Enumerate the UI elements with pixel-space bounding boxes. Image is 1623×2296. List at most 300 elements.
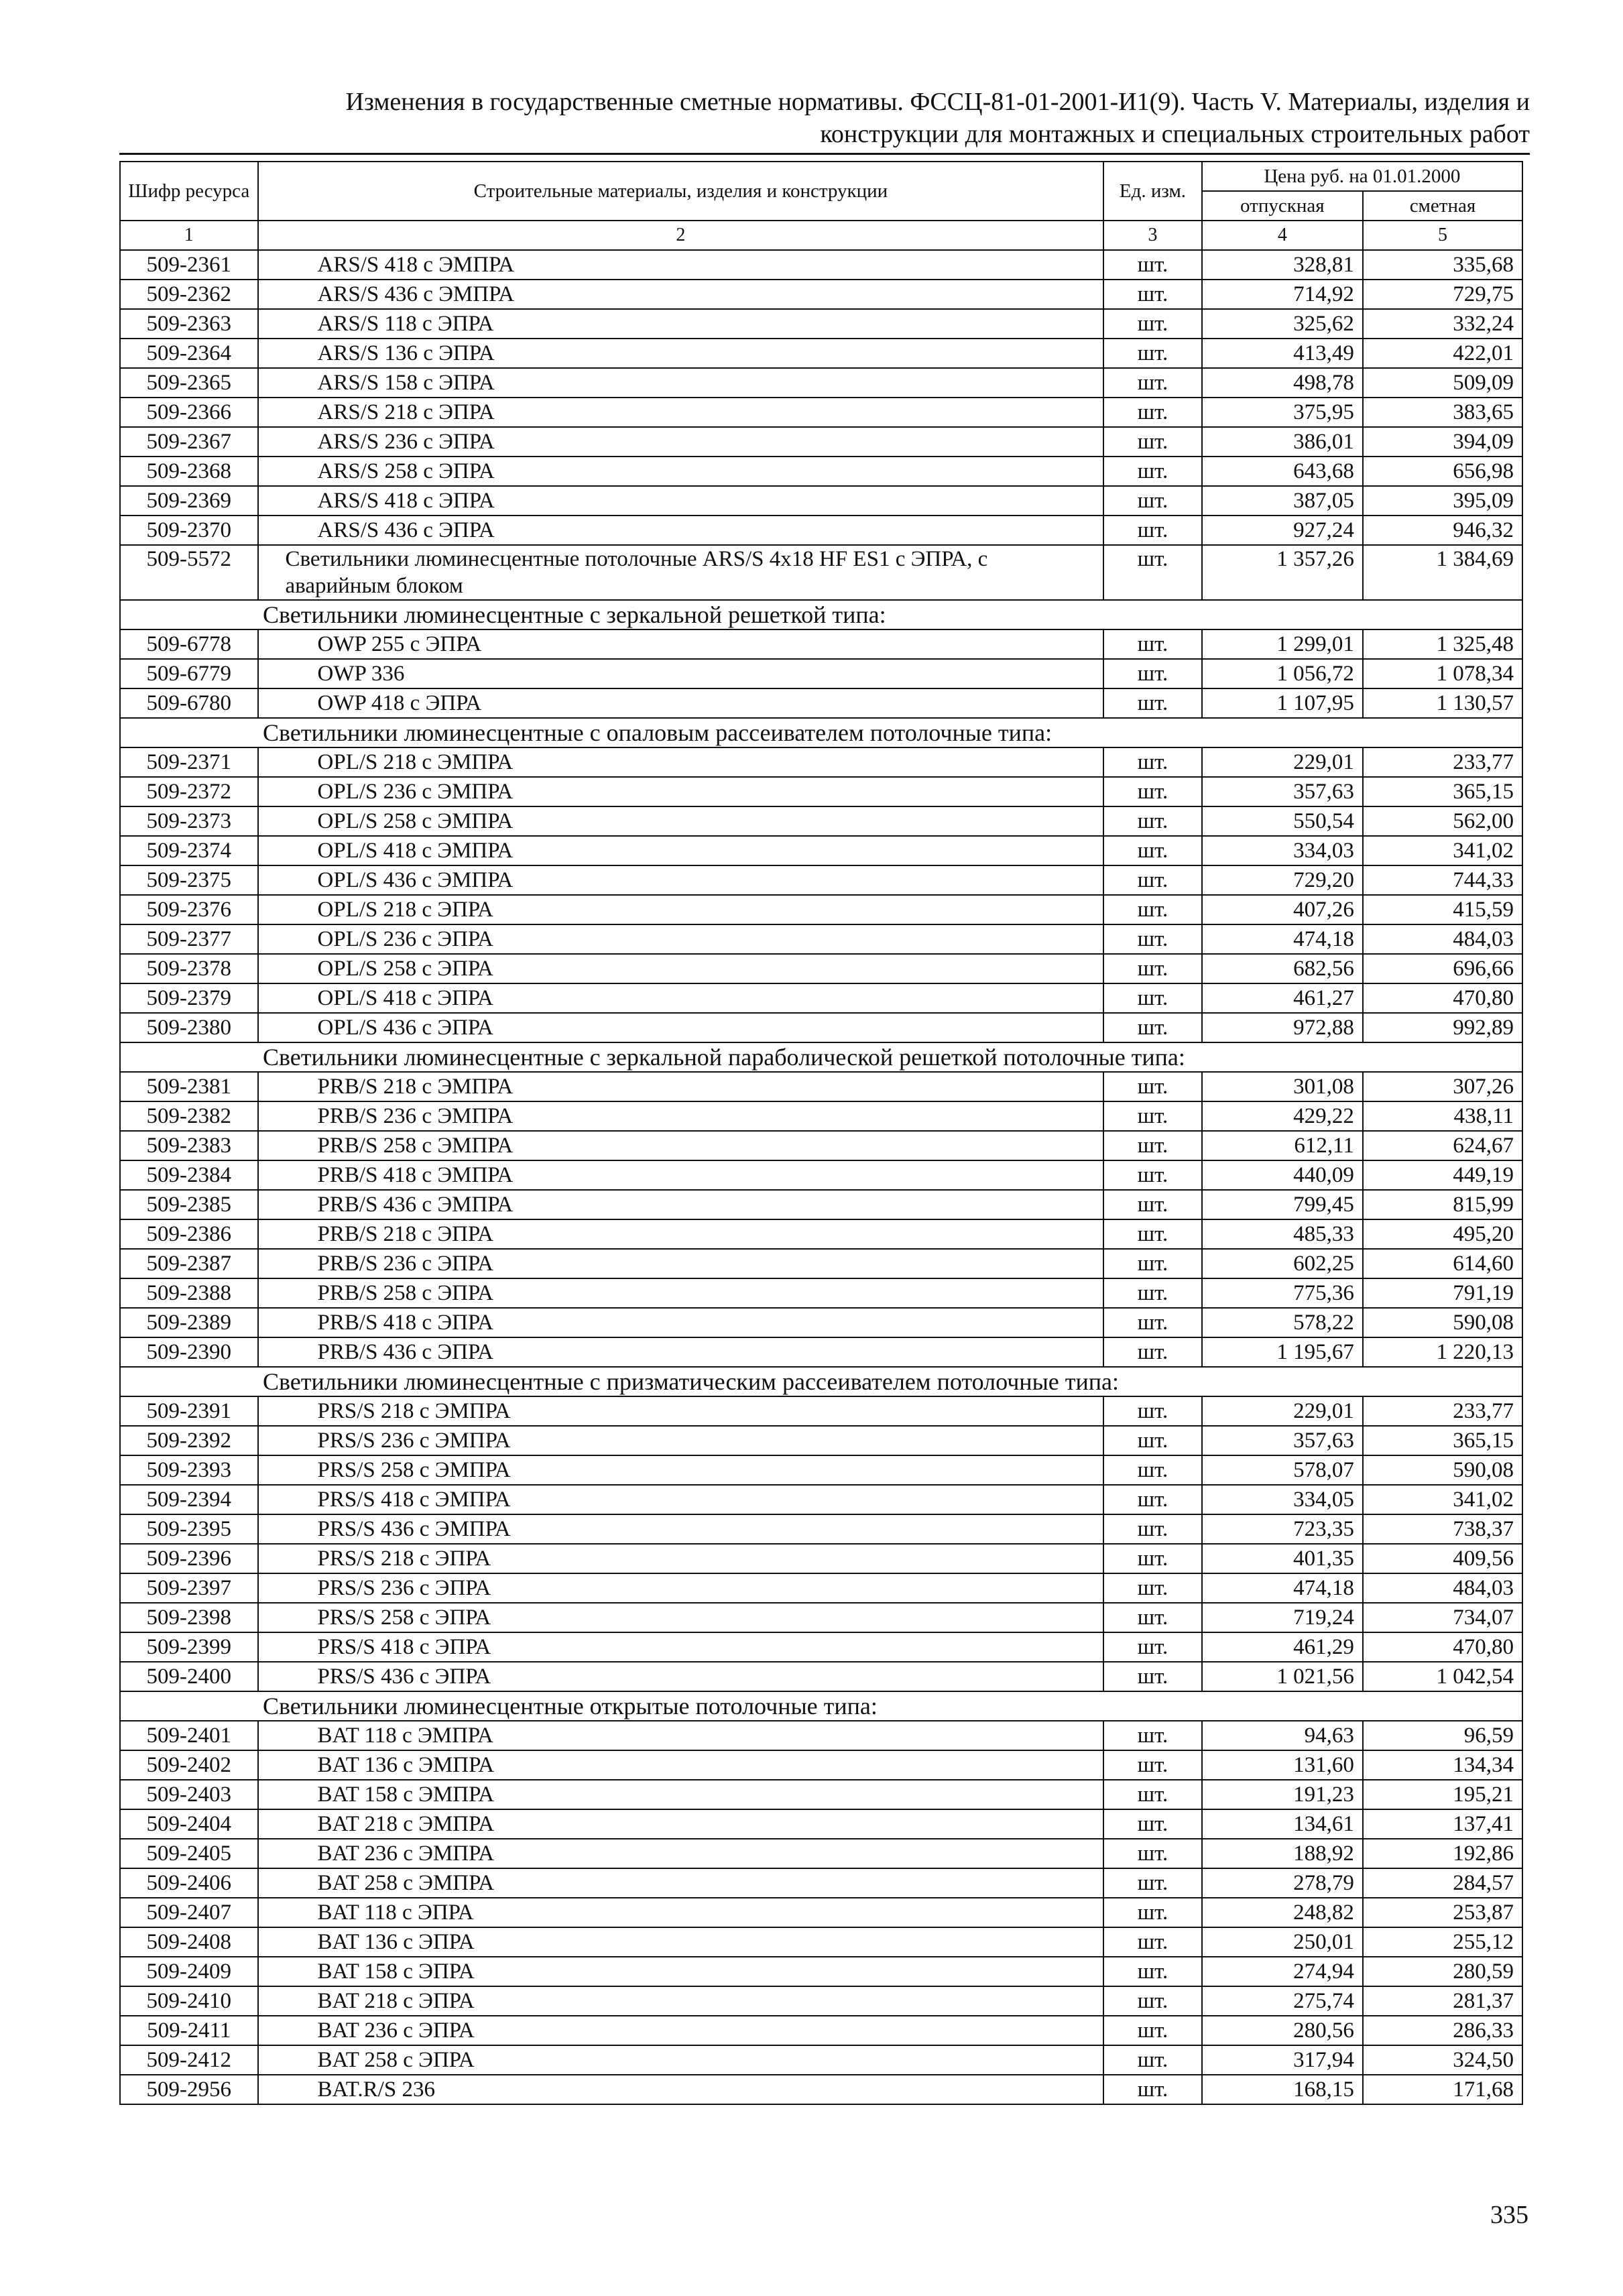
unit-of-measure: шт. — [1103, 1986, 1202, 2016]
estimate-price: 562,00 — [1363, 806, 1522, 836]
release-price: 714,92 — [1202, 280, 1363, 309]
release-price: 325,62 — [1202, 309, 1363, 339]
resource-code: 509-2362 — [120, 280, 258, 309]
release-price: 461,29 — [1202, 1632, 1363, 1662]
header-release-price: отпускная — [1202, 191, 1363, 221]
release-price: 485,33 — [1202, 1219, 1363, 1249]
material-name: PRS/S 436 с ЭПРА — [258, 1662, 1104, 1691]
material-name: PRB/S 436 с ЭМПРА — [258, 1190, 1104, 1219]
resource-code: 509-2409 — [120, 1957, 258, 1986]
table-row — [120, 1986, 1522, 2016]
material-name: BAT 158 с ЭПРА — [258, 1957, 1104, 1986]
material-name: OPL/S 436 с ЭМПРА — [258, 865, 1104, 895]
release-price: 775,36 — [1202, 1278, 1363, 1308]
table-row — [120, 2045, 1522, 2075]
resource-code: 509-2372 — [120, 777, 258, 806]
release-price: 94,63 — [1202, 1721, 1363, 1750]
estimate-price: 134,34 — [1363, 1750, 1522, 1780]
table-row — [120, 1927, 1522, 1957]
unit-of-measure: шт. — [1103, 398, 1202, 427]
section-heading: Светильники люминесцентные открытые потолочные типа: — [120, 1691, 1522, 1721]
resource-code: 509-2380 — [120, 1013, 258, 1042]
estimate-price: 195,21 — [1363, 1780, 1522, 1809]
material-name: PRB/S 258 с ЭМПРА — [258, 1131, 1104, 1160]
release-price: 682,56 — [1202, 954, 1363, 983]
material-name: OPL/S 418 с ЭПРА — [258, 983, 1104, 1013]
section-heading: Светильники люминесцентные с зеркальной параболической решеткой потолочные типа: — [120, 1042, 1522, 1072]
material-name: PRB/S 218 с ЭПРА — [258, 1219, 1104, 1249]
release-price: 1 021,56 — [1202, 1662, 1363, 1691]
material-name: PRB/S 218 с ЭМПРА — [258, 1072, 1104, 1101]
release-price: 643,68 — [1202, 457, 1363, 486]
table-row — [120, 516, 1522, 545]
estimate-price: 815,99 — [1363, 1190, 1522, 1219]
table-row — [120, 688, 1522, 718]
unit-of-measure: шт. — [1103, 486, 1202, 516]
material-name: BAT 236 с ЭПРА — [258, 2016, 1104, 2045]
material-name: OWP 336 — [258, 659, 1104, 688]
table-row — [120, 457, 1522, 486]
estimate-price: 335,68 — [1363, 250, 1522, 280]
unit-of-measure: шт. — [1103, 309, 1202, 339]
resource-code: 509-2390 — [120, 1337, 258, 1367]
table-row — [120, 1160, 1522, 1190]
material-name: BAT 118 с ЭМПРА — [258, 1721, 1104, 1750]
unit-of-measure: шт. — [1103, 1750, 1202, 1780]
resource-code: 509-2382 — [120, 1101, 258, 1131]
estimate-price: 484,03 — [1363, 1573, 1522, 1603]
unit-of-measure: шт. — [1103, 1396, 1202, 1426]
resource-code: 509-2406 — [120, 1868, 258, 1898]
unit-of-measure: шт. — [1103, 1603, 1202, 1632]
material-name: OPL/S 236 с ЭМПРА — [258, 777, 1104, 806]
release-price: 401,35 — [1202, 1544, 1363, 1573]
resource-code: 509-2369 — [120, 486, 258, 516]
resource-code: 509-2412 — [120, 2045, 258, 2075]
resource-code: 509-2397 — [120, 1573, 258, 1603]
unit-of-measure: шт. — [1103, 1249, 1202, 1278]
estimate-price: 96,59 — [1363, 1721, 1522, 1750]
resource-code: 509-2392 — [120, 1426, 258, 1455]
release-price: 250,01 — [1202, 1927, 1363, 1957]
table-row — [120, 1485, 1522, 1514]
estimate-price: 734,07 — [1363, 1603, 1522, 1632]
resource-code: 509-2387 — [120, 1249, 258, 1278]
estimate-price: 286,33 — [1363, 2016, 1522, 2045]
release-price: 386,01 — [1202, 427, 1363, 457]
material-name: PRS/S 418 с ЭПРА — [258, 1632, 1104, 1662]
resource-code: 509-2956 — [120, 2075, 258, 2104]
resource-code: 509-2365 — [120, 368, 258, 398]
release-price: 1 357,26 — [1202, 545, 1363, 600]
unit-of-measure: шт. — [1103, 516, 1202, 545]
material-name: OPL/S 218 с ЭМПРА — [258, 747, 1104, 777]
estimate-price: 484,03 — [1363, 924, 1522, 954]
table-row — [120, 1662, 1522, 1691]
estimate-price: 729,75 — [1363, 280, 1522, 309]
release-price: 357,63 — [1202, 777, 1363, 806]
unit-of-measure: шт. — [1103, 659, 1202, 688]
table-row — [120, 659, 1522, 688]
unit-of-measure: шт. — [1103, 1013, 1202, 1042]
material-name: BAT 136 с ЭМПРА — [258, 1750, 1104, 1780]
material-name: ARS/S 158 с ЭПРА — [258, 368, 1104, 398]
material-name: BAT 218 с ЭПРА — [258, 1986, 1104, 2016]
resource-code: 509-2379 — [120, 983, 258, 1013]
header-price: Цена руб. на 01.01.2000 — [1202, 162, 1522, 191]
material-name: PRS/S 418 с ЭМПРА — [258, 1485, 1104, 1514]
material-name: PRS/S 236 с ЭМПРА — [258, 1426, 1104, 1455]
table-body — [120, 250, 1522, 2104]
table-row — [120, 1514, 1522, 1544]
estimate-price: 1 078,34 — [1363, 659, 1522, 688]
release-price: 550,54 — [1202, 806, 1363, 836]
material-name: BAT 218 с ЭМПРА — [258, 1809, 1104, 1839]
material-name: Светильники люминесцентные потолочные ARS/S 4x18 HF ES1 с ЭПРА, с аварийным блоком — [258, 545, 1104, 600]
table-row — [120, 486, 1522, 516]
material-name: BAT 236 с ЭМПРА — [258, 1839, 1104, 1868]
release-price: 413,49 — [1202, 339, 1363, 368]
unit-of-measure: шт. — [1103, 1190, 1202, 1219]
resource-code: 509-2371 — [120, 747, 258, 777]
release-price: 612,11 — [1202, 1131, 1363, 1160]
estimate-price: 281,37 — [1363, 1986, 1522, 2016]
estimate-price: 1 325,48 — [1363, 629, 1522, 659]
release-price: 729,20 — [1202, 865, 1363, 895]
release-price: 229,01 — [1202, 1396, 1363, 1426]
section-heading-row — [120, 1367, 1522, 1396]
release-price: 474,18 — [1202, 924, 1363, 954]
material-name: BAT.R/S 236 — [258, 2075, 1104, 2104]
material-name: ARS/S 118 с ЭПРА — [258, 309, 1104, 339]
resource-code: 509-2385 — [120, 1190, 258, 1219]
material-name: PRB/S 236 с ЭМПРА — [258, 1101, 1104, 1131]
table-row — [120, 1839, 1522, 1868]
estimate-price: 791,19 — [1363, 1278, 1522, 1308]
unit-of-measure: шт. — [1103, 545, 1202, 600]
estimate-price: 590,08 — [1363, 1308, 1522, 1337]
estimate-price: 341,02 — [1363, 836, 1522, 865]
resource-code: 509-2399 — [120, 1632, 258, 1662]
estimate-price: 422,01 — [1363, 339, 1522, 368]
estimate-price: 341,02 — [1363, 1485, 1522, 1514]
release-price: 474,18 — [1202, 1573, 1363, 1603]
table-row — [120, 1957, 1522, 1986]
release-price: 248,82 — [1202, 1898, 1363, 1927]
resource-code: 509-2395 — [120, 1514, 258, 1544]
table-row — [120, 1072, 1522, 1101]
resource-code: 509-2389 — [120, 1308, 258, 1337]
resource-code: 509-2408 — [120, 1927, 258, 1957]
estimate-price: 1 130,57 — [1363, 688, 1522, 718]
estimate-price: 1 384,69 — [1363, 545, 1522, 600]
estimate-price: 324,50 — [1363, 2045, 1522, 2075]
table-row — [120, 398, 1522, 427]
resource-code: 509-2383 — [120, 1131, 258, 1160]
estimate-price: 192,86 — [1363, 1839, 1522, 1868]
table-row — [120, 983, 1522, 1013]
resource-code: 509-2381 — [120, 1072, 258, 1101]
material-name: PRS/S 218 с ЭМПРА — [258, 1396, 1104, 1426]
column-number: 5 — [1363, 221, 1522, 250]
section-heading: Светильники люминесцентные с зеркальной решеткой типа: — [120, 600, 1522, 629]
release-price: 602,25 — [1202, 1249, 1363, 1278]
unit-of-measure: шт. — [1103, 2045, 1202, 2075]
column-number: 1 — [120, 221, 258, 250]
release-price: 387,05 — [1202, 486, 1363, 516]
resource-code: 509-2402 — [120, 1750, 258, 1780]
resource-code: 509-2378 — [120, 954, 258, 983]
material-name: ARS/S 436 с ЭПРА — [258, 516, 1104, 545]
estimate-price: 744,33 — [1363, 865, 1522, 895]
release-price: 334,03 — [1202, 836, 1363, 865]
resource-code: 509-2394 — [120, 1485, 258, 1514]
release-price: 229,01 — [1202, 747, 1363, 777]
unit-of-measure: шт. — [1103, 2075, 1202, 2104]
material-name: OPL/S 258 с ЭМПРА — [258, 806, 1104, 836]
release-price: 1 299,01 — [1202, 629, 1363, 659]
estimate-price: 415,59 — [1363, 895, 1522, 924]
column-number: 2 — [258, 221, 1104, 250]
resource-code: 509-2400 — [120, 1662, 258, 1691]
resource-code: 509-2404 — [120, 1809, 258, 1839]
resource-code: 509-2401 — [120, 1721, 258, 1750]
estimate-price: 470,80 — [1363, 1632, 1522, 1662]
resource-code: 509-2388 — [120, 1278, 258, 1308]
estimate-price: 590,08 — [1363, 1455, 1522, 1485]
estimate-price: 438,11 — [1363, 1101, 1522, 1131]
release-price: 799,45 — [1202, 1190, 1363, 1219]
estimate-price: 509,09 — [1363, 368, 1522, 398]
estimate-price: 946,32 — [1363, 516, 1522, 545]
material-name: BAT 136 с ЭПРА — [258, 1927, 1104, 1957]
resource-code: 509-2398 — [120, 1603, 258, 1632]
table-row — [120, 1544, 1522, 1573]
unit-of-measure: шт. — [1103, 1072, 1202, 1101]
table-row — [120, 895, 1522, 924]
estimate-price: 233,77 — [1363, 1396, 1522, 1426]
material-name: PRB/S 236 с ЭПРА — [258, 1249, 1104, 1278]
unit-of-measure: шт. — [1103, 1337, 1202, 1367]
unit-of-measure: шт. — [1103, 895, 1202, 924]
column-numbers-row — [120, 221, 1522, 250]
resource-code: 509-2373 — [120, 806, 258, 836]
table-row — [120, 1868, 1522, 1898]
unit-of-measure: шт. — [1103, 1780, 1202, 1809]
unit-of-measure: шт. — [1103, 1868, 1202, 1898]
release-price: 723,35 — [1202, 1514, 1363, 1544]
release-price: 275,74 — [1202, 1986, 1363, 2016]
release-price: 1 056,72 — [1202, 659, 1363, 688]
table-row — [120, 1278, 1522, 1308]
table-row — [120, 339, 1522, 368]
release-price: 461,27 — [1202, 983, 1363, 1013]
material-name: ARS/S 136 с ЭПРА — [258, 339, 1104, 368]
release-price: 280,56 — [1202, 2016, 1363, 2045]
section-heading-row — [120, 600, 1522, 629]
material-name: PRB/S 258 с ЭПРА — [258, 1278, 1104, 1308]
release-price: 429,22 — [1202, 1101, 1363, 1131]
unit-of-measure: шт. — [1103, 1544, 1202, 1573]
resource-code: 509-2391 — [120, 1396, 258, 1426]
unit-of-measure: шт. — [1103, 457, 1202, 486]
release-price: 357,63 — [1202, 1426, 1363, 1455]
unit-of-measure: шт. — [1103, 1101, 1202, 1131]
estimate-price: 738,37 — [1363, 1514, 1522, 1544]
unit-of-measure: шт. — [1103, 1809, 1202, 1839]
table-row — [120, 1426, 1522, 1455]
table-row — [120, 1249, 1522, 1278]
material-name: OPL/S 436 с ЭПРА — [258, 1013, 1104, 1042]
unit-of-measure: шт. — [1103, 629, 1202, 659]
resource-code: 509-2361 — [120, 250, 258, 280]
unit-of-measure: шт. — [1103, 954, 1202, 983]
header-name: Строительные материалы, изделия и конструкции — [258, 162, 1104, 221]
estimate-price: 280,59 — [1363, 1957, 1522, 1986]
release-price: 927,24 — [1202, 516, 1363, 545]
resource-code: 509-2370 — [120, 516, 258, 545]
material-name: ARS/S 436 с ЭМПРА — [258, 280, 1104, 309]
resource-code: 509-2405 — [120, 1839, 258, 1868]
release-price: 972,88 — [1202, 1013, 1363, 1042]
release-price: 188,92 — [1202, 1839, 1363, 1868]
release-price: 317,94 — [1202, 2045, 1363, 2075]
unit-of-measure: шт. — [1103, 747, 1202, 777]
estimate-price: 365,15 — [1363, 777, 1522, 806]
section-heading-row — [120, 718, 1522, 747]
release-price: 278,79 — [1202, 1868, 1363, 1898]
estimate-price: 614,60 — [1363, 1249, 1522, 1278]
unit-of-measure: шт. — [1103, 1278, 1202, 1308]
material-name: BAT 258 с ЭМПРА — [258, 1868, 1104, 1898]
estimate-price: 1 042,54 — [1363, 1662, 1522, 1691]
unit-of-measure: шт. — [1103, 688, 1202, 718]
unit-of-measure: шт. — [1103, 1485, 1202, 1514]
resource-code: 509-2396 — [120, 1544, 258, 1573]
estimate-price: 395,09 — [1363, 486, 1522, 516]
estimate-price: 992,89 — [1363, 1013, 1522, 1042]
material-name: OWP 418 с ЭПРА — [258, 688, 1104, 718]
material-name: BAT 118 с ЭПРА — [258, 1898, 1104, 1927]
estimate-price: 307,26 — [1363, 1072, 1522, 1101]
header-estimate-price: сметная — [1363, 191, 1522, 221]
material-name: OPL/S 218 с ЭПРА — [258, 895, 1104, 924]
estimate-price: 284,57 — [1363, 1868, 1522, 1898]
unit-of-measure: шт. — [1103, 1573, 1202, 1603]
release-price: 1 195,67 — [1202, 1337, 1363, 1367]
section-heading: Светильники люминесцентные с призматическим рассеивателем потолочные типа: — [120, 1367, 1522, 1396]
resource-code: 509-2393 — [120, 1455, 258, 1485]
resource-code: 509-2386 — [120, 1219, 258, 1249]
estimate-price: 233,77 — [1363, 747, 1522, 777]
release-price: 375,95 — [1202, 398, 1363, 427]
material-name: OPL/S 258 с ЭПРА — [258, 954, 1104, 983]
unit-of-measure: шт. — [1103, 1160, 1202, 1190]
unit-of-measure: шт. — [1103, 339, 1202, 368]
resource-code: 509-6780 — [120, 688, 258, 718]
release-price: 191,23 — [1202, 1780, 1363, 1809]
unit-of-measure: шт. — [1103, 280, 1202, 309]
material-name: PRS/S 436 с ЭМПРА — [258, 1514, 1104, 1544]
table-row — [120, 1632, 1522, 1662]
resource-code: 509-2376 — [120, 895, 258, 924]
table-row — [120, 1603, 1522, 1632]
table-row — [120, 836, 1522, 865]
release-price: 328,81 — [1202, 250, 1363, 280]
table-row — [120, 924, 1522, 954]
estimate-price: 470,80 — [1363, 983, 1522, 1013]
unit-of-measure: шт. — [1103, 777, 1202, 806]
table-row — [120, 368, 1522, 398]
document-header — [228, 86, 1530, 150]
release-price: 578,07 — [1202, 1455, 1363, 1485]
estimate-price: 624,67 — [1363, 1131, 1522, 1160]
unit-of-measure: шт. — [1103, 1514, 1202, 1544]
estimate-price: 409,56 — [1363, 1544, 1522, 1573]
resource-code: 509-2366 — [120, 398, 258, 427]
table-row — [120, 1809, 1522, 1839]
material-name: PRB/S 436 с ЭПРА — [258, 1337, 1104, 1367]
estimate-price: 449,19 — [1363, 1160, 1522, 1190]
release-price: 1 107,95 — [1202, 688, 1363, 718]
release-price: 274,94 — [1202, 1957, 1363, 1986]
table-row — [120, 1101, 1522, 1131]
unit-of-measure: шт. — [1103, 368, 1202, 398]
header-code: Шифр ресурса — [120, 162, 258, 221]
resource-code: 509-2375 — [120, 865, 258, 895]
column-number: 3 — [1103, 221, 1202, 250]
table-row — [120, 309, 1522, 339]
table-row — [120, 2016, 1522, 2045]
resource-code: 509-6778 — [120, 629, 258, 659]
table-row — [120, 629, 1522, 659]
header-rule — [119, 153, 1530, 155]
material-name: ARS/S 418 с ЭМПРА — [258, 250, 1104, 280]
table-row — [120, 1750, 1522, 1780]
resource-code: 509-2407 — [120, 1898, 258, 1927]
release-price: 131,60 — [1202, 1750, 1363, 1780]
unit-of-measure: шт. — [1103, 983, 1202, 1013]
resource-code: 509-2363 — [120, 309, 258, 339]
resource-code: 509-5572 — [120, 545, 258, 600]
estimate-price: 253,87 — [1363, 1898, 1522, 1927]
release-price: 407,26 — [1202, 895, 1363, 924]
unit-of-measure: шт. — [1103, 2016, 1202, 2045]
resource-code: 509-2403 — [120, 1780, 258, 1809]
unit-of-measure: шт. — [1103, 250, 1202, 280]
unit-of-measure: шт. — [1103, 1455, 1202, 1485]
page-number: 335 — [1490, 2201, 1528, 2229]
material-name: ARS/S 218 с ЭПРА — [258, 398, 1104, 427]
resource-code: 509-2377 — [120, 924, 258, 954]
resource-code: 509-6779 — [120, 659, 258, 688]
release-price: 301,08 — [1202, 1072, 1363, 1101]
material-name: ARS/S 418 с ЭПРА — [258, 486, 1104, 516]
unit-of-measure: шт. — [1103, 924, 1202, 954]
unit-of-measure: шт. — [1103, 806, 1202, 836]
table-row — [120, 427, 1522, 457]
material-name: OPL/S 418 с ЭМПРА — [258, 836, 1104, 865]
material-name: ARS/S 258 с ЭПРА — [258, 457, 1104, 486]
table-row — [120, 1898, 1522, 1927]
unit-of-measure: шт. — [1103, 1131, 1202, 1160]
material-name: OWP 255 с ЭПРА — [258, 629, 1104, 659]
header-line-2: конструкции для монтажных и специальных строительных работ — [820, 120, 1530, 148]
estimate-price: 255,12 — [1363, 1927, 1522, 1957]
table-row — [120, 777, 1522, 806]
estimate-price: 137,41 — [1363, 1809, 1522, 1839]
material-name: BAT 258 с ЭПРА — [258, 2045, 1104, 2075]
